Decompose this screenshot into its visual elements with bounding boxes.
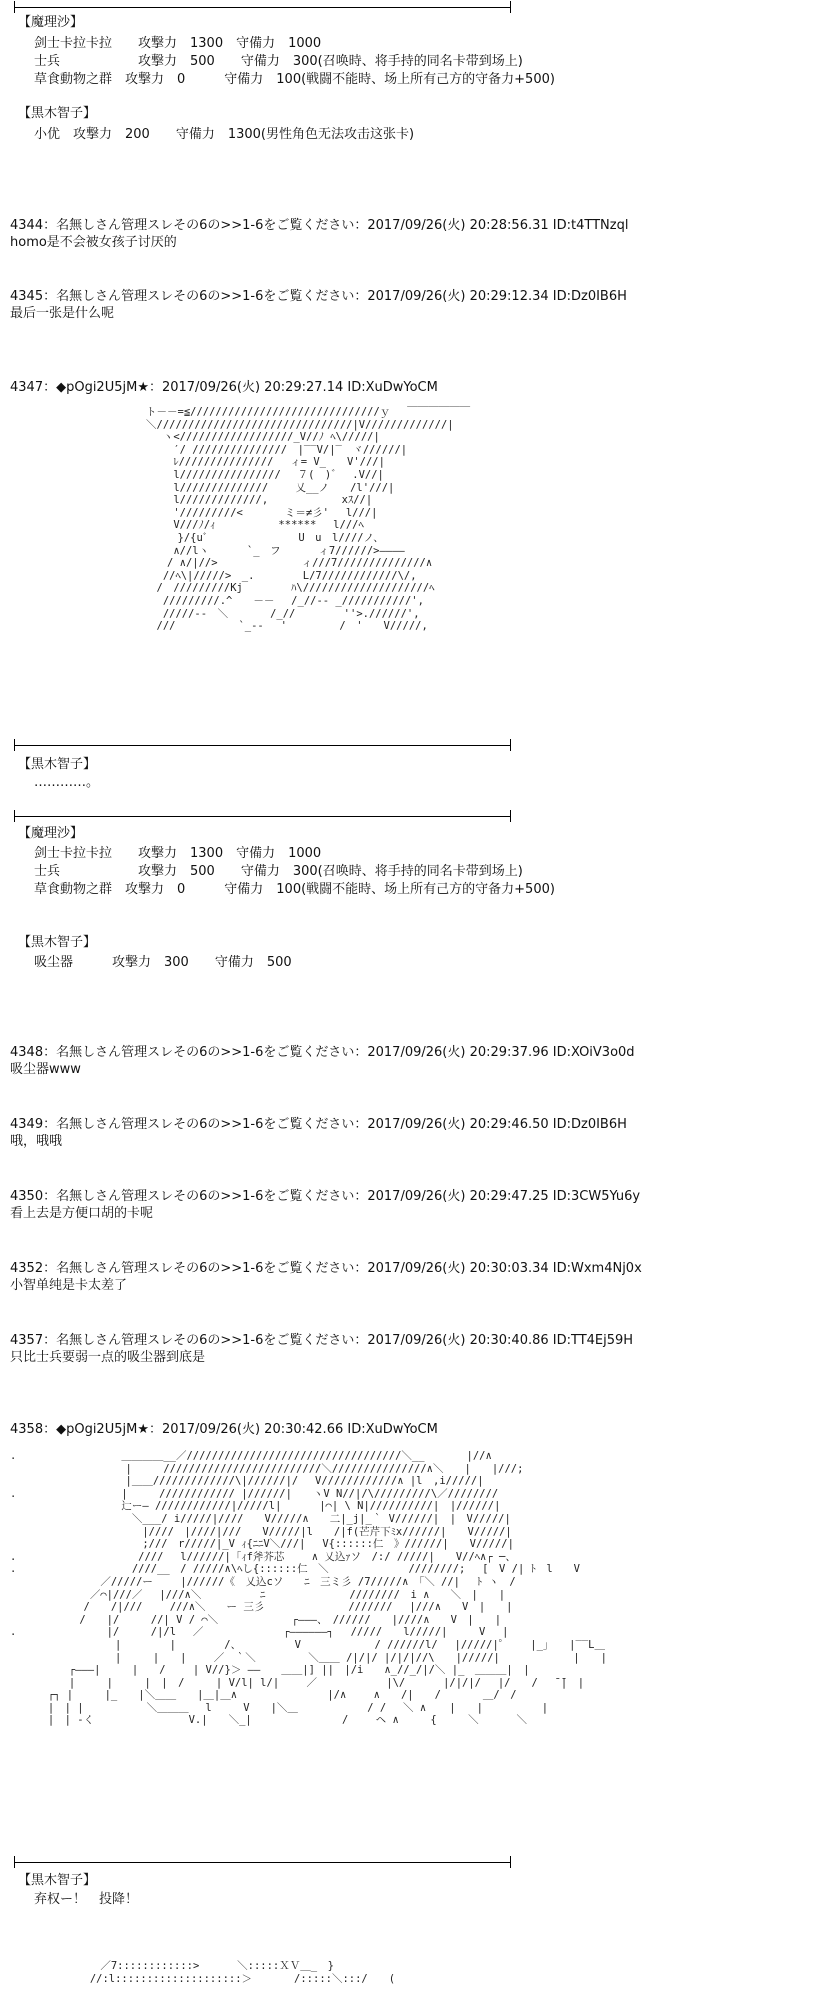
speaker-label-tomoko: 【黒木智子】: [18, 757, 97, 772]
speaker-label-tomoko: 【黒木智子】: [18, 106, 97, 121]
dialogue-line: …………。: [34, 775, 100, 790]
art-line: l/////////////, xｽ//|: [20, 494, 373, 507]
post-body: 最后一张是什么呢: [10, 306, 115, 321]
post-header: 4350：名無しさん管理スレその6の>>1-6をご覧ください：2017/09/26(火) 20:29:47.25 ID:3CW5Yu6y: [10, 1189, 641, 1204]
divider: [14, 7, 511, 8]
art-line: 辷ー― ////////////|/////l| |⌒| \ N|//////////| |//////|: [10, 1500, 501, 1513]
art-line: / ∧/|//> ィ///7//////////////∧: [20, 557, 433, 570]
post-header: 4345：名無しさん管理スレその6の>>1-6をご覧ください：2017/09/26(火) 20:29:12.34 ID:Dz0IB6H: [10, 289, 627, 304]
post-header: 4358：◆pOgi2U5jM★：2017/09/26(火) 20:30:42.66 ID:XuDwYoCM: [10, 1422, 438, 1437]
art-line: / |/ //| V / ⌒＼ ┌―――、 ////// |////∧ V | |: [10, 1613, 502, 1626]
art-line: |＿＿/////////////\|//////|/ V////////////∧ |l ,i/////|: [10, 1475, 484, 1488]
art-line: | | | ／ ｀＼ ＼＿＿ /|/|/ |/|/|//\ |/////| | |: [10, 1651, 608, 1664]
art-line: . ＿＿＿＿__／//////////////////////////////////＼__ |//∧: [10, 1450, 492, 1462]
art-line: | | -く V.| ＼_| / ヘ ∧ { ＼ ＼: [10, 1714, 527, 1727]
card-line: 草食動物之群 攻撃力 0 守備力 100(戦闘不能時、场上所有己方的守备力+500): [34, 72, 555, 87]
card-line: 吸尘器 攻撃力 300 守備力 500: [34, 955, 292, 970]
card-line: 剑士卡拉卡拉 攻撃力 1300 守備力 1000: [34, 846, 322, 861]
art-line: . //// l//////|「ｨf斧芥芯 ∧ 乂込ｧソ /:/ /////| V//ﾍ∧┌ ─、: [10, 1550, 516, 1563]
art-line: ／/////ー |//////《 乂込cソ ﾆ 三ミ彡 /7/////∧ 「＼ //| ﾄ ヽ /: [10, 1575, 516, 1588]
post-body: 小智单纯是卡太差了: [10, 1278, 128, 1293]
art-line: '/////////< ミ＝≠彡' l///|: [20, 506, 378, 519]
ascii-art-tomoko: [20, 406, 470, 633]
divider-cap: [510, 810, 511, 822]
speaker-label-marisa: 【魔理沙】: [18, 15, 84, 30]
art-line: / /////////Kj ﾊ\////////////////////ﾍ: [20, 582, 435, 595]
post-header: 4348：名無しさん管理スレその6の>>1-6をご覧ください：2017/09/26(火) 20:29:37.96 ID:XOiV3o0d: [10, 1045, 635, 1060]
divider-cap: [14, 810, 15, 822]
art-line: | /////////////////////////＼///////////////∧＼ | |///;: [10, 1462, 524, 1475]
art-line: ／⌒|///／ |///∧＼ ﾆ //////// i ∧ ＼ | |: [10, 1588, 506, 1601]
card-line: 士兵 攻撃力 500 守備力 300(召唤時、将手持的同名卡带到场上): [34, 864, 523, 879]
divider: [14, 1862, 511, 1863]
divider-cap: [14, 739, 15, 751]
card-line: 小优 攻撃力 200 守備力 1300(男性角色无法攻击这张卡): [34, 127, 415, 142]
art-line: /// `_-- ' / ' V/////,: [20, 620, 428, 633]
post-body: 吸尘器www: [10, 1062, 81, 1077]
post-header: 4347：◆pOgi2U5jM★：2017/09/26(火) 20:29:27.14 ID:XuDwYoCM: [10, 380, 438, 395]
art-line: ;/// r/////|_V ｨ{ﾆﾆV＼///| V{::::::仁 》//////| V/////|: [10, 1538, 514, 1551]
art-line: ／7::::::::::::> ＼:::::ＸＶ＿_ }: [10, 1960, 334, 1972]
post-body: 只比士兵要弱一点的吸尘器到底是: [10, 1350, 206, 1365]
art-line: /////-- ＼ /_// ''>.//////',: [20, 607, 420, 620]
art-line: ＼___/ i/////|//// V/////∧ 二|_j|_｀ V//////| | V/////|: [10, 1512, 511, 1525]
divider-cap: [14, 1856, 15, 1868]
divider-cap: [510, 1, 511, 13]
art-line: ′/ /////////////// |‾‾V/|‾ ヾ//////|: [20, 443, 408, 456]
speaker-label-marisa: 【魔理沙】: [18, 826, 84, 841]
speaker-label-tomoko: 【黒木智子】: [18, 1873, 97, 1888]
art-line: ┌┐ | |_ |＼＿＿ |＿|＿∧ |/∧ ∧ /| / ＿/ /: [10, 1689, 517, 1702]
art-line: . |/ /|/l ／ ┌――――――┐ ///// l/////| V |: [10, 1626, 509, 1639]
art-line: | | /、 V / //////l/ |/////|゜ |_」 |‾‾L＿: [10, 1638, 605, 1651]
art-line: //:l::::::::::::::::::::＞ /:::::＼:::/ (: [10, 1972, 396, 1985]
art-line: /////////.^ －－ /_//-- _///////////',: [20, 594, 424, 607]
ascii-art-tomoko-surrender: [10, 1450, 607, 1727]
divider-cap: [510, 1856, 511, 1868]
post-header: 4344：名無しさん管理スレその6の>>1-6をご覧ください：2017/09/26(火) 20:28:56.31 ID:t4TTNzql: [10, 218, 629, 233]
divider: [14, 816, 511, 817]
post-body: 看上去是方便口胡的卡呢: [10, 1206, 154, 1221]
divider-cap: [510, 739, 511, 751]
post-header: 4349：名無しさん管理スレその6の>>1-6をご覧ください：2017/09/26(火) 20:29:46.50 ID:Dz0IB6H: [10, 1117, 627, 1132]
divider: [14, 745, 511, 746]
art-line: | | | | / | V/l| l/| ／ |\/ |/|/|/ |/ / ̄ ̄| |: [10, 1676, 585, 1689]
art-line: ヽ<//////////////////_V//ﾉ ﾍ\/////|: [20, 431, 380, 444]
post-header: 4352：名無しさん管理スレその6の>>1-6をご覧ください：2017/09/26(火) 20:30:03.34 ID:Wxm4Nj0x: [10, 1261, 642, 1276]
art-line: ∧//lヽ `_ フ ィ7//////>――――: [20, 544, 405, 557]
art-line: l//////////////// ７( )゛ .V//|: [20, 468, 384, 481]
divider-cap: [14, 1, 15, 13]
art-line: . | //////////// |//////| ヽV N//|/\/////////\／////////: [10, 1487, 499, 1500]
post-body: homo是不会被女孩子讨厌的: [10, 235, 177, 250]
art-line: ＼///////////////////////////////|V/////////////|: [20, 418, 454, 431]
dialogue-line: 弃权ー！ 投降！: [34, 1892, 139, 1907]
post-body: 哦，哦哦: [10, 1134, 63, 1149]
art-line: V///ﾉ/ｨ ****** l///ﾍ: [20, 519, 364, 532]
ascii-art-fragment: [10, 1960, 395, 1985]
art-line: }/{uﾞ U u l////ノ、: [20, 531, 384, 544]
art-line: / /|/// ///∧＼ ー 三彡 /////// |///∧ V | |: [10, 1601, 513, 1614]
art-line: ト－－=≦//////////////////////////////ｙ ￣￣￣￣￣￣: [20, 406, 471, 418]
card-line: 草食動物之群 攻撃力 0 守備力 100(戦闘不能時、场上所有己方的守备力+500): [34, 882, 555, 897]
speaker-label-tomoko: 【黒木智子】: [18, 935, 97, 950]
art-line: ┌―――| | / | V//}＞ ―― ＿＿|] || |/i ∧_//_/|/＼ |_ ＿＿＿| |: [10, 1664, 530, 1677]
art-line: . ////__ / /////∧\ﾍし{::::::仁 ＼ ////////; [ V /| ﾄ l V: [10, 1563, 581, 1576]
art-line: |//// |////|/// V/////|l /|f(芒芹下ﾐx//////| V/////|: [10, 1525, 512, 1538]
post-header: 4357：名無しさん管理スレその6の>>1-6をご覧ください：2017/09/26(火) 20:30:40.86 ID:TT4Ej59H: [10, 1333, 634, 1348]
art-line: l////////////// 乂__ノ /l'///|: [20, 481, 395, 494]
art-line: | | | ＼＿＿＿ l V |＼＿ / / ＼ ∧ | | |: [10, 1701, 549, 1714]
card-line: 剑士卡拉卡拉 攻撃力 1300 守備力 1000: [34, 36, 322, 51]
art-line: //ﾍ\|/////> _. L/7////////////\/,: [20, 569, 417, 582]
art-line: ﾚ/////////////// ィ= V_ V'///|: [20, 456, 385, 469]
card-line: 士兵 攻撃力 500 守備力 300(召唤時、将手持的同名卡带到场上): [34, 54, 523, 69]
